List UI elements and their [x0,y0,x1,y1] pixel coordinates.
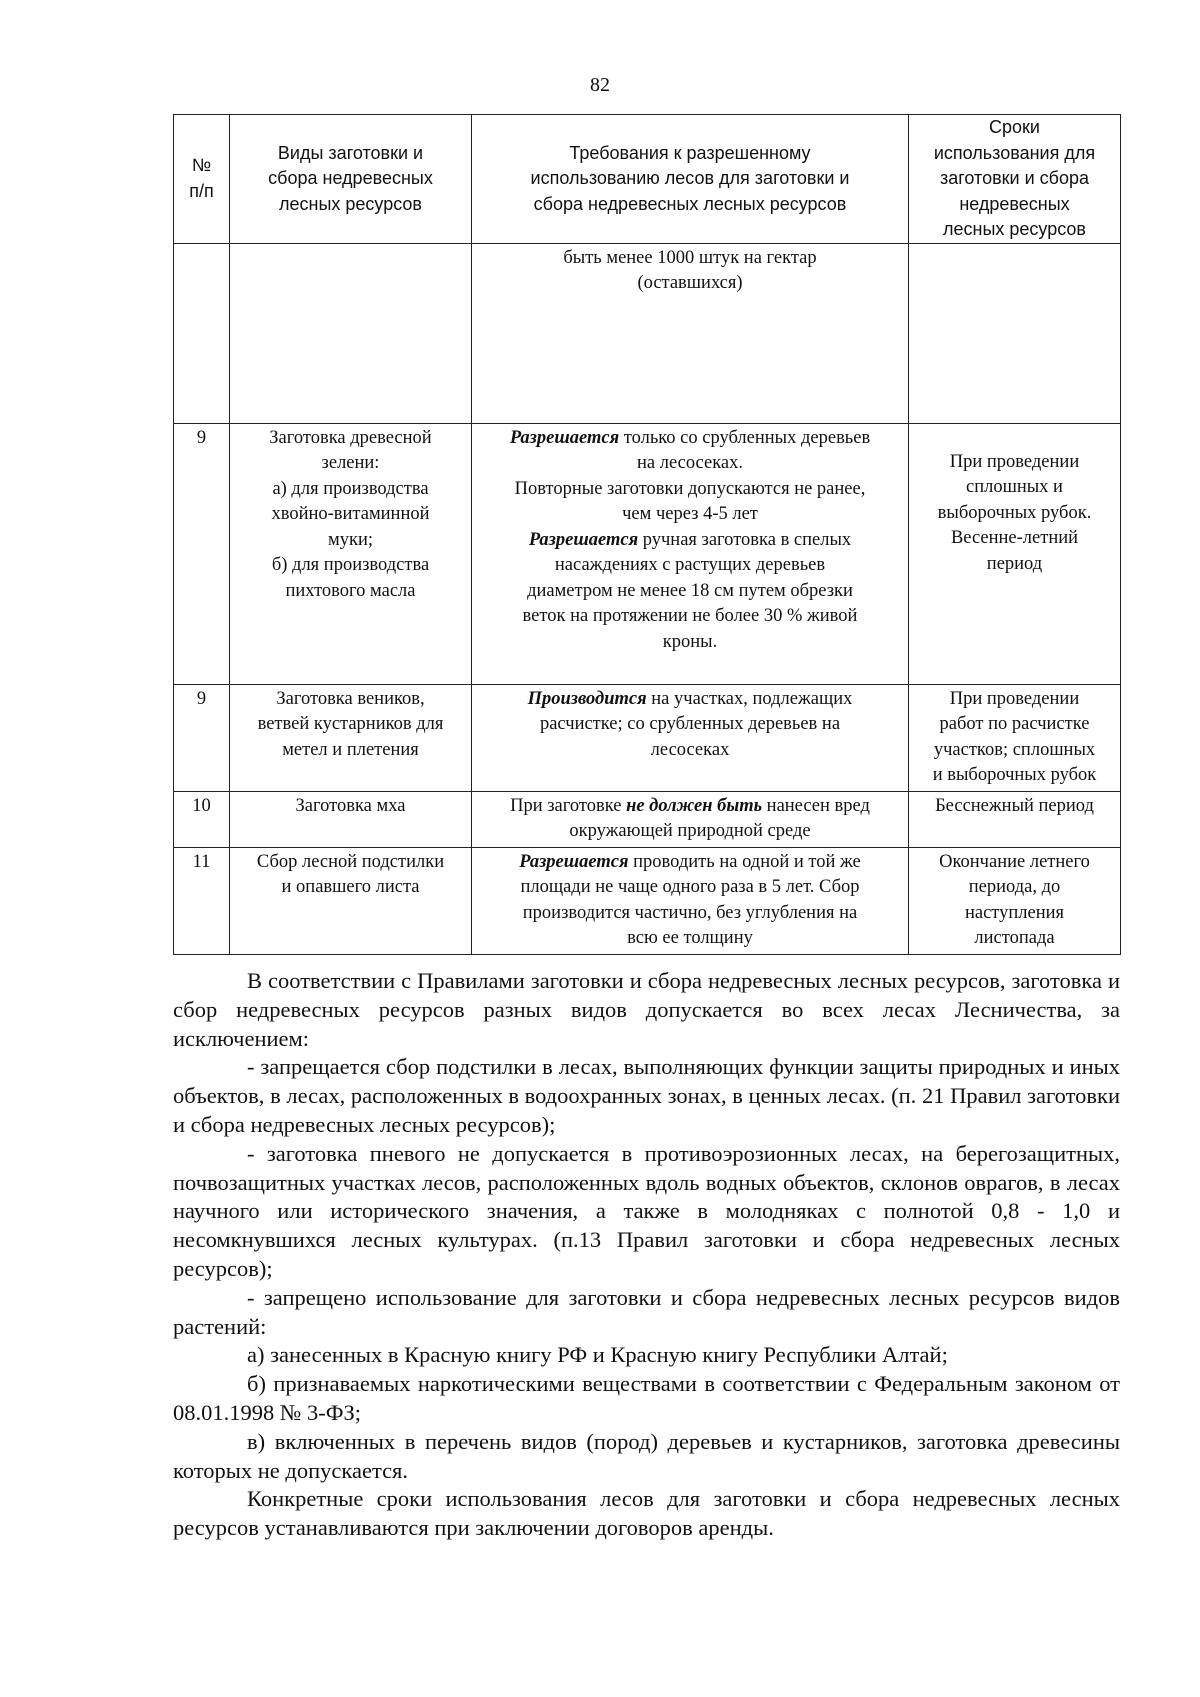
cell-type: Заготовка веников, ветвей кустарников для метел и плетения [230,684,472,791]
cell-requirements: Разрешается только со срубленных деревьев на лесосеках. Повторные заготовки допускаются не ранее, чем через 4-5 лет Разрешается ручная заготовка в спелых насаждениях с растущих деревьев диаметром не менее 18 см путем обрезки веток на протяжении не более 30 % живой кроны. [472,423,909,684]
paragraph: а) занесенных в Красную книгу РФ и Красную книгу Республики Алтай; [247,1342,948,1368]
cell-num: 9 [174,423,230,684]
table-header-row [174,115,1121,244]
paragraph: В соответствии с Правилами заготовки и сбора недревесных лесных ресурсов, заготовка и сбор недревесных ресурсов разных видов допускается во всех лесах Лесничества, за исключением: [173,968,1120,1051]
paragraph: - запрещается сбор подстилки в лесах, выполняющих функции защиты природных и иных объектов, в лесах, расположенных в водоохранных зонах, в ценных лесах. (п. 21 Правил заготовки и сбора недревесных лесных ресурсов); [173,1054,1120,1137]
table-row [174,847,1121,954]
body-text [173,967,1120,1543]
header-num: № п/п [174,115,230,244]
header-terms: Сроки использования для заготовки и сбора недревесных лесных ресурсов [909,115,1121,244]
table-row [174,684,1121,791]
cell-type: Заготовка древесной зелени: а) для производства хвойно-витаминной муки; б) для производства пихтового масла [230,423,472,684]
page-number: 82 [590,74,610,96]
cell-requirements: быть менее 1000 штук на гектар (оставшихся) [472,243,909,423]
cell-num [174,243,230,423]
paragraph: - запрещено использование для заготовки и сбора недревесных лесных ресурсов видов растений: [173,1284,1120,1339]
cell-num: 11 [174,847,230,954]
paragraph: в) включенных в перечень видов (пород) деревьев и кустарников, заготовка древесины которых не допускается. [173,1428,1120,1483]
cell-terms: При проведении сплошных и выборочных рубок. Весенне-летний период [909,423,1121,684]
cell-terms: Бесснежный период [909,791,1121,847]
header-requirements: Требования к разрешенному использованию лесов для заготовки и сбора недревесных лесных ресурсов [472,115,909,244]
paragraph: Конкретные сроки использования лесов для заготовки и сбора недревесных лесных ресурсов устанавливаются при заключении договоров аренды. [173,1486,1120,1541]
keyword-must-not: не должен быть [626,795,763,816]
table-row [174,423,1121,684]
cell-num: 9 [174,684,230,791]
cell-requirements: Разрешается проводить на одной и той же площади не чаще одного раза в 5 лет. Сбор производится частично, без углубления на всю ее толщину [472,847,909,954]
table-row [174,791,1121,847]
keyword-allowed: Разрешается [528,529,639,550]
cell-requirements: Производится на участках, подлежащих расчистке; со срубленных деревьев на лесосеках [472,684,909,791]
header-type: Виды заготовки и сбора недревесных лесных ресурсов [230,115,472,244]
cell-type [230,243,472,423]
paragraph: - заготовка пневого не допускается в противоэрозионных лесах, на берегозащитных, почвозащитных участках лесов, расположенных вдоль водных объектов, склонов оврагов, в лесах научного или исторического значения, а также в молодняках с полнотой 0,8 - 1,0 и несомкнувшихся лесных культурах. (п.13 Правил заготовки и сбора недревесных лесных ресурсов); [173,1140,1120,1281]
keyword-allowed: Разрешается [519,851,629,872]
paragraph: б) признаваемых наркотическими веществами в соответствии с Федеральным законом от 08.01.1998 № 3-ФЗ; [173,1371,1120,1425]
keyword-performed: Производится [527,688,647,709]
cell-terms: При проведении работ по расчистке участков; сплошных и выборочных рубок [909,684,1121,791]
cell-type: Сбор лесной подстилки и опавшего листа [230,847,472,954]
cell-terms [909,243,1121,423]
cell-requirements: При заготовке не должен быть нанесен вред окружающей природной среде [472,791,909,847]
cell-type: Заготовка мха [230,791,472,847]
keyword-allowed: Разрешается [509,427,620,448]
resources-table [173,114,1121,955]
cell-terms: Окончание летнего периода, до наступления листопада [909,847,1121,954]
cell-num: 10 [174,791,230,847]
table-row [174,243,1121,423]
